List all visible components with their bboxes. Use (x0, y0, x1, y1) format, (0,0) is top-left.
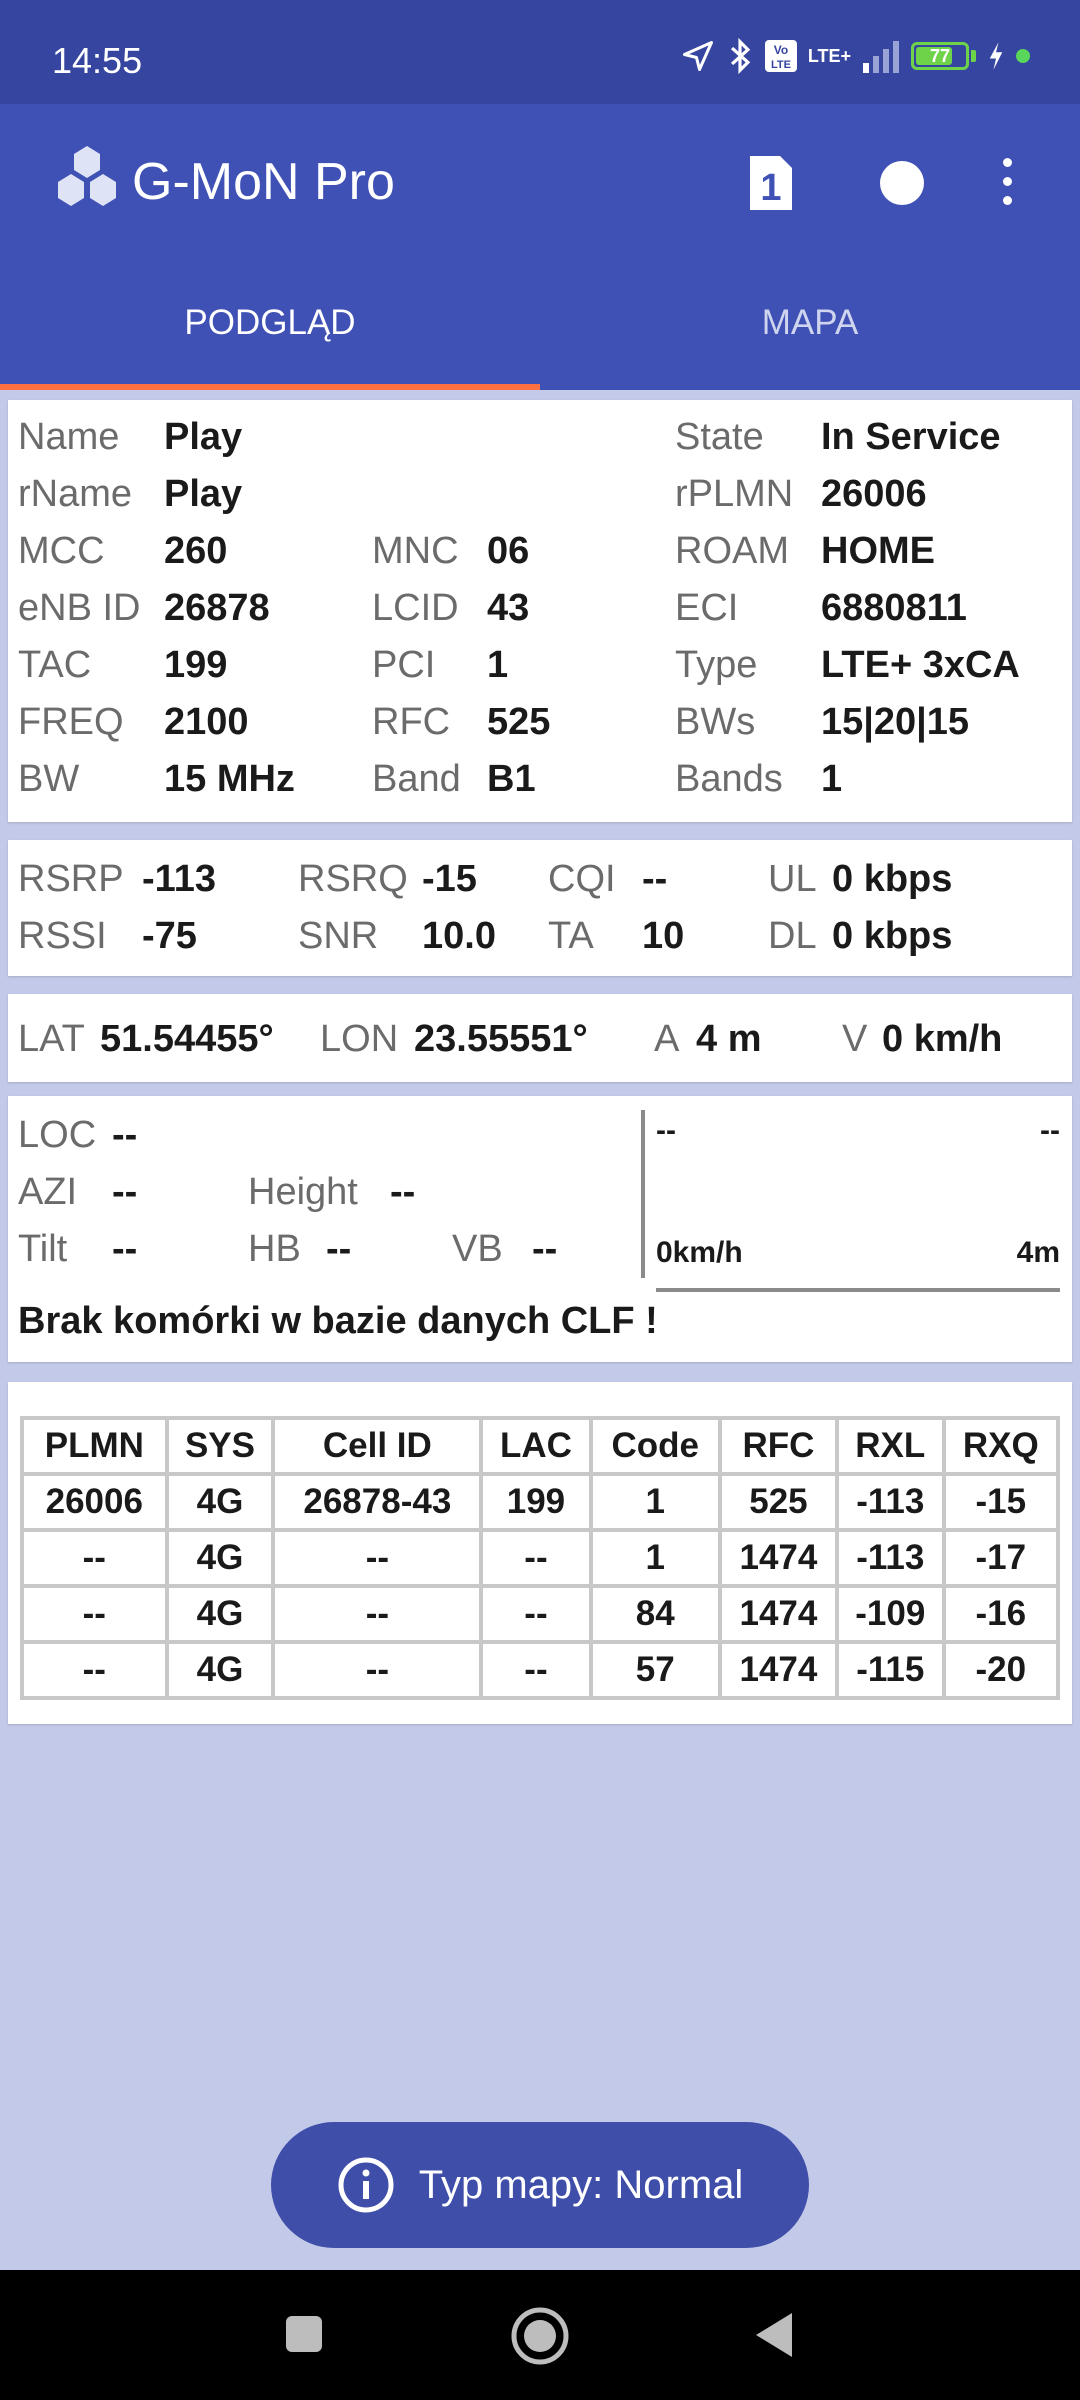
status-time: 14:55 (52, 40, 143, 81)
speed-value: 0km/h (656, 1236, 743, 1269)
height-label: Height (248, 1171, 358, 1213)
lon-label: LON (320, 1018, 399, 1060)
enb-label: eNB ID (18, 587, 141, 629)
ta-value: 10 (642, 915, 685, 957)
sim-number: 1 (760, 167, 782, 209)
table-cell: 1 (591, 1530, 720, 1586)
accuracy-value: 4 m (696, 1018, 762, 1060)
bands-label: Bands (675, 758, 783, 800)
cqi-value: -- (642, 858, 668, 900)
lte-plus-icon: LTE+ (807, 46, 851, 66)
table-header-cell: Cell ID (273, 1418, 481, 1474)
svg-text:Vo: Vo (773, 43, 789, 57)
rname-label: rName (18, 473, 133, 515)
rfc-value: 525 (487, 701, 551, 743)
table-cell: 26878-43 (273, 1474, 481, 1530)
tilt-label: Tilt (18, 1228, 68, 1270)
bluetooth-icon (726, 37, 754, 75)
name-label: Name (18, 416, 120, 458)
lcid-value: 43 (487, 587, 530, 629)
band-value: B1 (487, 758, 536, 800)
rsrp-value: -113 (142, 858, 216, 900)
type-value: LTE+ 3xCA (821, 644, 1020, 686)
table-cell: -115 (837, 1642, 944, 1698)
cqi-label: CQI (548, 858, 616, 900)
table-cell: 4G (167, 1642, 274, 1698)
battery-tip (971, 50, 976, 62)
clf-warning: Brak komórki w bazie danych CLF ! (18, 1300, 658, 1342)
state-value: In Service (821, 416, 1001, 458)
mnc-label: MNC (372, 530, 459, 572)
table-cell: 26006 (22, 1474, 167, 1530)
battery-icon (911, 42, 969, 70)
table-cell: 4G (167, 1530, 274, 1586)
azi-label: AZI (18, 1171, 78, 1213)
volte-icon (764, 39, 798, 73)
table-row (22, 1474, 1058, 1530)
table-header-cell: LAC (481, 1418, 590, 1474)
table-body (22, 1474, 1058, 1698)
table-header-cell: RXL (837, 1418, 944, 1474)
table-header-cell: RFC (720, 1418, 837, 1474)
dl-label: DL (768, 915, 817, 957)
vb-label: VB (452, 1228, 503, 1270)
table-cell: -109 (837, 1586, 944, 1642)
roam-label: ROAM (675, 530, 789, 572)
table-header-row (22, 1418, 1058, 1474)
loc-label: LOC (18, 1114, 97, 1156)
bws-label: BWs (675, 701, 756, 743)
type-label: Type (675, 644, 758, 686)
status-icons (680, 36, 1030, 76)
accuracy-meter-value: 4m (1016, 1236, 1060, 1269)
table-row (22, 1586, 1058, 1642)
back-triangle-icon[interactable] (752, 2310, 796, 2360)
hexagon-logo-icon (52, 144, 122, 214)
tac-value: 199 (164, 644, 228, 686)
lon-value: 23.55551° (414, 1018, 588, 1060)
signal-card (8, 840, 1072, 976)
table-cell: 1474 (720, 1586, 837, 1642)
rfc-label: RFC (372, 701, 451, 743)
table-row (22, 1642, 1058, 1698)
table-cell: -- (273, 1642, 481, 1698)
table-cell: -113 (837, 1474, 944, 1530)
table-cell: -- (273, 1586, 481, 1642)
table-cell: 84 (591, 1586, 720, 1642)
table-cell: 4G (167, 1586, 274, 1642)
ul-value: 0 kbps (832, 858, 953, 900)
pci-label: PCI (372, 644, 436, 686)
table-cell: 1474 (720, 1530, 837, 1586)
tab-mapa[interactable]: MAPA (761, 303, 859, 342)
lat-value: 51.54455° (100, 1018, 274, 1060)
toast-text: Typ mapy: Normal (418, 2162, 744, 2207)
tab-bar (0, 256, 1080, 390)
signal-icon (861, 39, 901, 73)
snr-label: SNR (298, 915, 379, 957)
loc-value: -- (112, 1114, 138, 1156)
freq-value: 2100 (164, 701, 249, 743)
svg-text:LTE: LTE (770, 59, 791, 71)
table-cell: 1 (591, 1474, 720, 1530)
rssi-value: -75 (142, 915, 197, 957)
rsrp-label: RSRP (18, 858, 124, 900)
vertical-divider (641, 1110, 645, 1278)
rname-value: Play (164, 473, 243, 515)
ul-label: UL (768, 858, 817, 900)
accuracy-label: A (654, 1018, 680, 1060)
enb-value: 26878 (164, 587, 270, 629)
mnc-value: 06 (487, 530, 530, 572)
location-arrow-icon (680, 38, 716, 74)
rsrq-value: -15 (422, 858, 477, 900)
state-label: State (675, 416, 764, 458)
status-bar (0, 0, 1080, 104)
horizontal-divider (656, 1288, 1060, 1292)
compass-top-right: -- (1040, 1114, 1060, 1147)
tilt-value: -- (112, 1228, 138, 1270)
sim-card-icon[interactable] (746, 154, 796, 212)
table-header-cell: RXQ (944, 1418, 1058, 1474)
home-circle-icon[interactable] (510, 2306, 570, 2366)
app-bar (0, 104, 1080, 256)
bw-label: BW (18, 758, 80, 800)
active-tab-indicator (0, 384, 540, 390)
tab-podglad[interactable]: PODGLĄD (184, 303, 356, 342)
gps-card (8, 994, 1072, 1082)
table-cell: -- (481, 1642, 590, 1698)
mcc-label: MCC (18, 530, 105, 572)
name-value: Play (164, 416, 243, 458)
table-cell: -17 (944, 1530, 1058, 1586)
network-info-card (8, 400, 1072, 822)
hb-label: HB (248, 1228, 301, 1270)
table-cell: -- (273, 1530, 481, 1586)
recents-square-icon[interactable] (284, 2314, 324, 2354)
table-cell: -113 (837, 1530, 944, 1586)
table-header-cell: PLMN (22, 1418, 167, 1474)
vb-value: -- (532, 1228, 558, 1270)
velocity-value: 0 km/h (882, 1018, 1003, 1060)
more-vert-icon[interactable] (1003, 158, 1012, 215)
table-cell: -- (481, 1586, 590, 1642)
table-cell: -- (22, 1586, 167, 1642)
location-card (8, 1096, 1072, 1362)
bw-value: 15 MHz (164, 758, 295, 800)
rplmn-label: rPLMN (675, 473, 794, 515)
snr-value: 10.0 (422, 915, 496, 957)
charging-icon (986, 41, 1006, 71)
height-value: -- (390, 1171, 416, 1213)
rssi-label: RSSI (18, 915, 107, 957)
app-title: G-MoN Pro (132, 153, 395, 211)
velocity-label: V (842, 1018, 868, 1060)
battery-level: 77 (929, 45, 951, 66)
pci-value: 1 (487, 644, 509, 686)
freq-label: FREQ (18, 701, 124, 743)
mcc-value: 260 (164, 530, 228, 572)
tac-label: TAC (18, 644, 92, 686)
info-icon (337, 2156, 395, 2214)
table-cell: -- (481, 1530, 590, 1586)
lcid-label: LCID (372, 587, 459, 629)
table-cell: 1474 (720, 1642, 837, 1698)
notification-dot-icon (1016, 49, 1030, 63)
rplmn-value: 26006 (821, 473, 927, 515)
roam-value: HOME (821, 530, 935, 572)
rsrq-label: RSRQ (298, 858, 408, 900)
neighbor-cells-card (8, 1382, 1072, 1724)
table-cell: 525 (720, 1474, 837, 1530)
compass-top-left: -- (656, 1114, 676, 1147)
table-cell: 199 (481, 1474, 590, 1530)
neighbor-cells-table (20, 1416, 1060, 1700)
table-cell: -20 (944, 1642, 1058, 1698)
eci-label: ECI (675, 587, 739, 629)
map-type-toast (271, 2122, 809, 2248)
table-header-cell: SYS (167, 1418, 274, 1474)
azi-value: -- (112, 1171, 138, 1213)
system-nav-bar (0, 2270, 1080, 2400)
table-cell: -- (22, 1642, 167, 1698)
dl-value: 0 kbps (832, 915, 953, 957)
record-dot-icon[interactable] (880, 161, 924, 205)
table-cell: -15 (944, 1474, 1058, 1530)
eci-value: 6880811 (821, 587, 967, 629)
bands-value: 1 (821, 758, 843, 800)
table-cell: 4G (167, 1474, 274, 1530)
hb-value: -- (326, 1228, 352, 1270)
table-header-cell: Code (591, 1418, 720, 1474)
bws-value: 15|20|15 (821, 701, 970, 743)
table-row (22, 1530, 1058, 1586)
table-cell: -- (22, 1530, 167, 1586)
ta-label: TA (548, 915, 594, 957)
table-cell: -16 (944, 1586, 1058, 1642)
lat-label: LAT (18, 1018, 85, 1060)
band-label: Band (372, 758, 461, 800)
table-cell: 57 (591, 1642, 720, 1698)
